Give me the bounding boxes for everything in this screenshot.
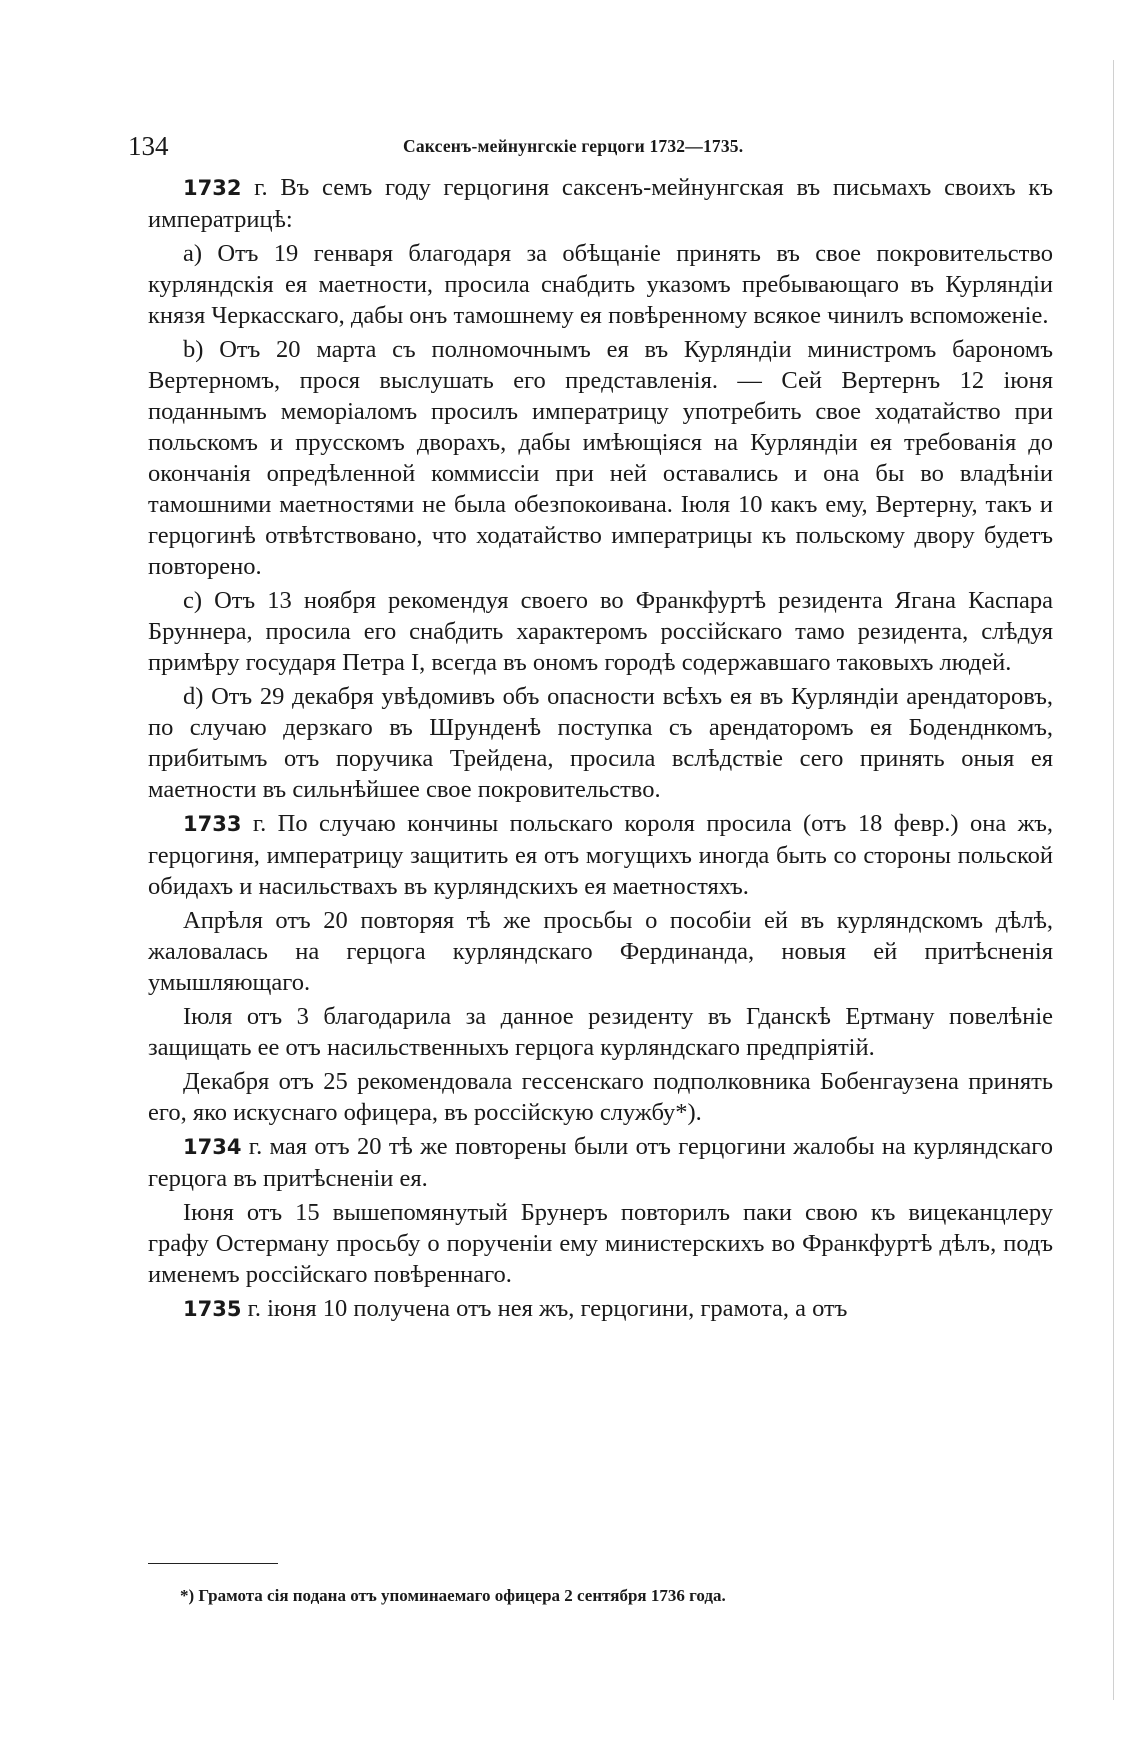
- paragraph-april: [148, 905, 1053, 998]
- paragraph-text: a) Отъ 19 генваря благодаря за обѣщаніе принять въ свое покровительство курляндскія ея маетности, просила снабдить указомъ пребывающаго въ Курляндіи князя Черкасскаго, дабы онъ тамошнему ея повѣренному всякое чинилъ вспоможеніе.: [148, 240, 1053, 329]
- paragraph-1735: [148, 1293, 1053, 1325]
- paragraph-b: [148, 334, 1053, 582]
- paragraph-text: b) Отъ 20 марта съ полномочнымъ ея въ Курляндіи министромъ барономъ Вертерномъ, прося выслушать его представленія. — Сей Вертернъ 12 іюня поданнымъ меморіаломъ просилъ императрицу употребить свое ходатайство при польскомъ и прусскомъ дворахъ, дабы имѣющіяся на Курляндіи ея требованія до окончанія опредѣленной коммиссіи при ней оставались и она бы во владѣніи тамошними маетностями не была обезпокоивана. Іюля 10 какъ ему, Вертерну, такъ и герцогинѣ отвѣтствовано, что ходатайство императрицы къ польскому двору будетъ повторено.: [148, 336, 1053, 580]
- paragraph-1733: [148, 808, 1053, 902]
- paragraph-text: d) Отъ 29 декабря увѣдомивъ объ опасности всѣхъ ея въ Курляндіи арендаторовъ, по случаю дерзкаго въ Шрунденѣ поступка съ арендаторомъ ея Боденднкомъ, прибитымъ отъ поручика Трейдена, просила вслѣдствіе сего принять оныя ея маетности въ сильнѣйшее свое покровительство.: [148, 683, 1053, 803]
- year-label: 1735: [183, 1297, 242, 1321]
- paragraph-text: Декабря отъ 25 рекомендовала гессенскаго подполковника Бобенгаузена принять его, яко искуснаго офицера, въ россійскую службу*).: [148, 1068, 1053, 1126]
- paragraph-1732: [148, 172, 1053, 235]
- paragraph-text: Апрѣля отъ 20 повторяя тѣ же просьбы о пособіи ей въ курляндскомъ дѣлѣ, жаловалась на герцога курляндскаго Фердинанда, новыя ей притѣсненія умышляющаго.: [148, 907, 1053, 996]
- paragraph-text: Іюня отъ 15 вышепомянутый Брунеръ повторилъ паки свою къ вицеканцлеру графу Остерману просьбу о порученіи ему министерскихъ во Франкфуртѣ дѣлъ, подъ именемъ россійскаго повѣреннаго.: [148, 1199, 1053, 1288]
- paragraph-c: [148, 585, 1053, 678]
- year-label: 1733: [183, 812, 242, 836]
- footnote-divider: [148, 1563, 278, 1564]
- paragraph-text: г. Въ семъ году герцогиня саксенъ-мейнунгская въ письмахъ своихъ къ императрицѣ:: [148, 174, 1053, 233]
- running-head: Саксенъ-мейнунгскіе герцоги 1732—1735.: [403, 136, 744, 156]
- page-header: [128, 128, 1053, 164]
- paragraph-text: г. мая отъ 20 тѣ же повторены были отъ герцогини жалобы на курляндскаго герцога въ притѣсненіи ея.: [148, 1133, 1053, 1192]
- year-label: 1734: [183, 1135, 242, 1159]
- paragraph-text: Іюля отъ 3 благодарила за данное резиденту въ Гданскѣ Ертману повелѣніе защищать ее отъ насильственныхъ герцога курляндскаго предпріятій.: [148, 1003, 1053, 1061]
- page-number: 134: [128, 131, 169, 161]
- paragraph-a: [148, 238, 1053, 331]
- body-text: [148, 172, 1053, 1328]
- footnote: *) Грамота сія подана отъ упоминаемаго офицера 2 сентября 1736 года.: [180, 1586, 726, 1605]
- paragraph-december: [148, 1066, 1053, 1128]
- paragraph-july: [148, 1001, 1053, 1063]
- paragraph-text: c) Отъ 13 ноября рекомендуя своего во Франкфуртѣ резидента Ягана Каспара Бруннера, просила его снабдить характеромъ россійскаго тамо резидента, слѣдуя примѣру государя Петра I, всегда въ ономъ городѣ содержавшаго таковыхъ людей.: [148, 587, 1053, 676]
- paragraph-june: [148, 1197, 1053, 1290]
- page-edge-line: [1113, 60, 1114, 1700]
- paragraph-text: г. іюня 10 получена отъ нея жъ, герцогини, грамота, а отъ: [241, 1295, 848, 1322]
- paragraph-text: г. По случаю кончины польскаго короля просила (отъ 18 февр.) она жъ, герцогиня, императрицу защитить ея отъ могущихъ иногда быть со стороны польской обидахъ и насильствахъ въ курляндскихъ ея маетностяхъ.: [148, 810, 1053, 900]
- year-label: 1732: [183, 176, 242, 200]
- paragraph-d: [148, 681, 1053, 805]
- paragraph-1734: [148, 1131, 1053, 1194]
